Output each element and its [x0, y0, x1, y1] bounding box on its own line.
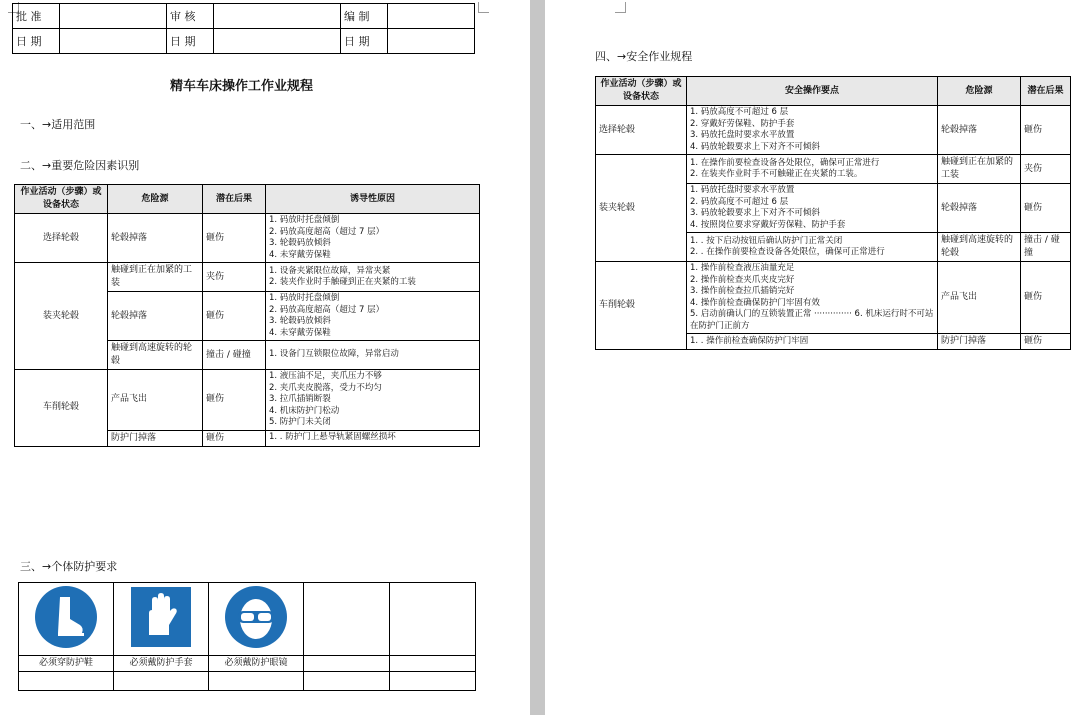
list-item: 1. 设备夹紧限位故障，异常夹紧	[269, 265, 391, 276]
list-item: 5. 启动前确认门的互锁装置正常 ·············· 6. 机床运行时不可站在防护门正前方	[690, 309, 934, 331]
column-header: 危险源	[108, 185, 203, 214]
signoff-label: 编 制	[341, 4, 388, 29]
hazard-cell: 防护门掉落	[938, 334, 1021, 350]
table-row	[15, 370, 480, 431]
list-item: 1. . 操作前检查确保防护门牢固	[690, 335, 809, 346]
hazard-cell: 触碰到正在加紧的工装	[108, 263, 203, 292]
list-item: 1. 码放高度不可超过 6 层	[690, 107, 789, 117]
consequence-cell: 砸伤	[203, 292, 266, 341]
consequence-cell: 砸伤	[203, 370, 266, 431]
list-item: 2. 装夹作业时手触碰到正在夹紧的工装	[269, 277, 416, 287]
signoff-value[interactable]	[214, 4, 341, 29]
safety-operation-table	[595, 76, 1071, 350]
causes-cell	[266, 292, 480, 341]
ppe-empty-cell	[304, 583, 390, 656]
hazard-cell: 轮毂掉落	[938, 106, 1021, 155]
causes-cell	[266, 263, 480, 292]
ppe-empty-cell	[390, 672, 476, 691]
ppe-icon-cell	[209, 583, 304, 656]
signoff-value[interactable]	[60, 29, 167, 54]
ppe-table	[18, 582, 476, 691]
list-item: 4. 操作前检查确保防护门牢固有效	[690, 297, 820, 308]
points-cell	[687, 233, 938, 262]
list-item: 2. 码放高度超高（超过 7 层）	[269, 304, 385, 315]
hazard-identification-table	[14, 184, 480, 447]
document-page-left	[0, 0, 530, 715]
column-header: 诱导性原因	[266, 185, 480, 214]
consequence-cell: 夹伤	[203, 263, 266, 292]
hazard-cell: 触碰到正在加紧的工装	[938, 155, 1021, 184]
list-item: 4. 机床防护门松动	[269, 405, 340, 416]
ppe-empty-cell	[390, 656, 476, 672]
safety-goggles-icon	[224, 585, 288, 649]
hazard-cell: 轮毂掉落	[108, 292, 203, 341]
hazard-cell: 防护门掉落	[108, 430, 203, 446]
list-item: 2. 操作前检查夹爪夹皮完好	[690, 274, 795, 285]
list-item: 2. . 在操作前要检查设备各处限位，确保可正常进行	[690, 247, 885, 257]
hazard-cell: 轮毂掉落	[108, 214, 203, 263]
ppe-icon-cell	[19, 583, 114, 656]
points-cell	[687, 106, 938, 155]
section-heading-safety: 四、→安全作业规程	[595, 50, 693, 63]
list-item: 3. 拉爪插销断裂	[269, 394, 331, 404]
table-row	[596, 262, 1071, 334]
signoff-label: 日 期	[13, 29, 60, 54]
list-item: 4. 码放轮毂要求上下对齐不可倾斜	[690, 141, 820, 152]
margin-corner-mark	[615, 2, 626, 13]
list-item: 1. 码放时托盘倾倒	[269, 293, 340, 303]
safety-gloves-icon	[129, 585, 193, 649]
signoff-label: 日 期	[341, 29, 388, 54]
activity-cell: 装夹轮毂	[596, 155, 687, 262]
section-heading-ppe: 三、→个体防护要求	[20, 560, 118, 573]
list-item: 2. 码放高度超高（超过 7 层）	[269, 226, 385, 237]
points-cell	[687, 334, 938, 350]
activity-cell: 选择轮毂	[596, 106, 687, 155]
table-row	[596, 106, 1071, 155]
signoff-value[interactable]	[214, 29, 341, 54]
ppe-empty-cell	[209, 672, 304, 691]
list-item: 1. 设备门互锁限位故障，异常启动	[269, 349, 399, 360]
list-item: 1. . 防护门上悬导轨紧固螺丝损坏	[269, 432, 396, 443]
table-row	[15, 263, 480, 292]
consequence-cell: 砸伤	[1021, 262, 1071, 334]
page-gap	[530, 0, 545, 715]
ppe-empty-cell	[19, 672, 114, 691]
list-item: 2. 在装夹作业时手不可触碰正在夹紧的工装。	[690, 169, 863, 179]
signoff-label: 批 准	[13, 4, 60, 29]
ppe-label: 必须穿防护鞋	[19, 656, 114, 672]
column-header: 潜在后果	[203, 185, 266, 214]
list-item: 4. 未穿戴劳保鞋	[269, 249, 331, 260]
activity-cell: 选择轮毂	[15, 214, 108, 263]
column-header: 作业活动（步骤）或设备状态	[15, 185, 108, 214]
causes-cell	[266, 430, 480, 446]
list-item: 2. 码放高度不可超过 6 层	[690, 196, 789, 207]
activity-cell: 车削轮毂	[15, 370, 108, 447]
points-cell	[687, 155, 938, 184]
list-item: 1. 操作前检查液压油量充足	[690, 263, 795, 273]
list-item: 1. . 按下启动按钮后确认防护门正常关闭	[690, 235, 843, 246]
ppe-label: 必须戴防护手套	[114, 656, 209, 672]
margin-corner-mark	[478, 2, 489, 13]
consequence-cell: 撞击 / 碰撞	[203, 341, 266, 370]
column-header: 安全操作要点	[687, 77, 938, 106]
consequence-cell: 砸伤	[203, 430, 266, 446]
section-heading-scope: 一、→适用范围	[20, 118, 96, 131]
list-item: 4. 按照岗位要求穿戴好劳保鞋、防护手套	[690, 219, 846, 230]
consequence-cell: 砸伤	[1021, 106, 1071, 155]
list-item: 3. 码放轮毂要求上下对齐不可倾斜	[690, 208, 820, 218]
consequence-cell: 砸伤	[203, 214, 266, 263]
activity-cell: 装夹轮毂	[15, 263, 108, 370]
ppe-empty-cell	[304, 672, 390, 691]
signoff-table	[12, 3, 475, 54]
ppe-icon-cell	[114, 583, 209, 656]
document-page-right	[545, 0, 1080, 715]
causes-cell	[266, 341, 480, 370]
list-item: 3. 操作前检查拉爪插销完好	[690, 286, 795, 296]
list-item: 1. 在操作前要检查设备各处限位，确保可正常进行	[690, 157, 880, 168]
signoff-label: 日 期	[167, 29, 214, 54]
signoff-value[interactable]	[388, 4, 475, 29]
column-header: 作业活动（步骤）或设备状态	[596, 77, 687, 106]
table-row	[15, 214, 480, 263]
ppe-label: 必须戴防护眼镜	[209, 656, 304, 672]
causes-cell	[266, 214, 480, 263]
consequence-cell: 撞击 / 碰撞	[1021, 233, 1071, 262]
ppe-empty-cell	[114, 672, 209, 691]
list-item: 3. 轮毂码放倾斜	[269, 316, 331, 326]
hazard-cell: 触碰到高速旋转的轮毂	[108, 341, 203, 370]
table-row	[596, 155, 1071, 184]
list-item: 2. 夹爪夹皮脱落，受力不均匀	[269, 382, 382, 393]
list-item: 1. 液压油不足，夹爪压力不够	[269, 371, 382, 381]
list-item: 1. 码放时托盘倾倒	[269, 215, 340, 225]
signoff-value[interactable]	[60, 4, 167, 29]
consequence-cell: 砸伤	[1021, 334, 1071, 350]
consequence-cell: 夹伤	[1021, 155, 1071, 184]
points-cell	[687, 184, 938, 233]
hazard-cell: 产品飞出	[108, 370, 203, 431]
signoff-label: 审 核	[167, 4, 214, 29]
consequence-cell: 砸伤	[1021, 184, 1071, 233]
safety-boots-icon	[34, 585, 98, 649]
list-item: 3. 码放托盘时要求水平放置	[690, 130, 795, 140]
list-item: 4. 未穿戴劳保鞋	[269, 327, 331, 338]
signoff-value[interactable]	[388, 29, 475, 54]
list-item: 1. 码放托盘时要求水平放置	[690, 185, 795, 195]
column-header: 危险源	[938, 77, 1021, 106]
list-item: 2. 穿戴好劳保鞋、防护手套	[690, 118, 795, 129]
column-header: 潜在后果	[1021, 77, 1071, 106]
points-cell	[687, 262, 938, 334]
hazard-cell: 触碰到高速旋转的轮毂	[938, 233, 1021, 262]
causes-cell	[266, 370, 480, 431]
list-item: 3. 轮毂码放倾斜	[269, 238, 331, 248]
section-heading-hazards: 二、→重要危险因素识别	[20, 159, 140, 172]
hazard-cell: 产品飞出	[938, 262, 1021, 334]
document-title: 精车车床操作工作业规程	[170, 79, 314, 94]
list-item: 5. 防护门未关闭	[269, 417, 331, 427]
activity-cell: 车削轮毂	[596, 262, 687, 350]
hazard-cell: 轮毂掉落	[938, 184, 1021, 233]
ppe-empty-cell	[304, 656, 390, 672]
ppe-empty-cell	[390, 583, 476, 656]
